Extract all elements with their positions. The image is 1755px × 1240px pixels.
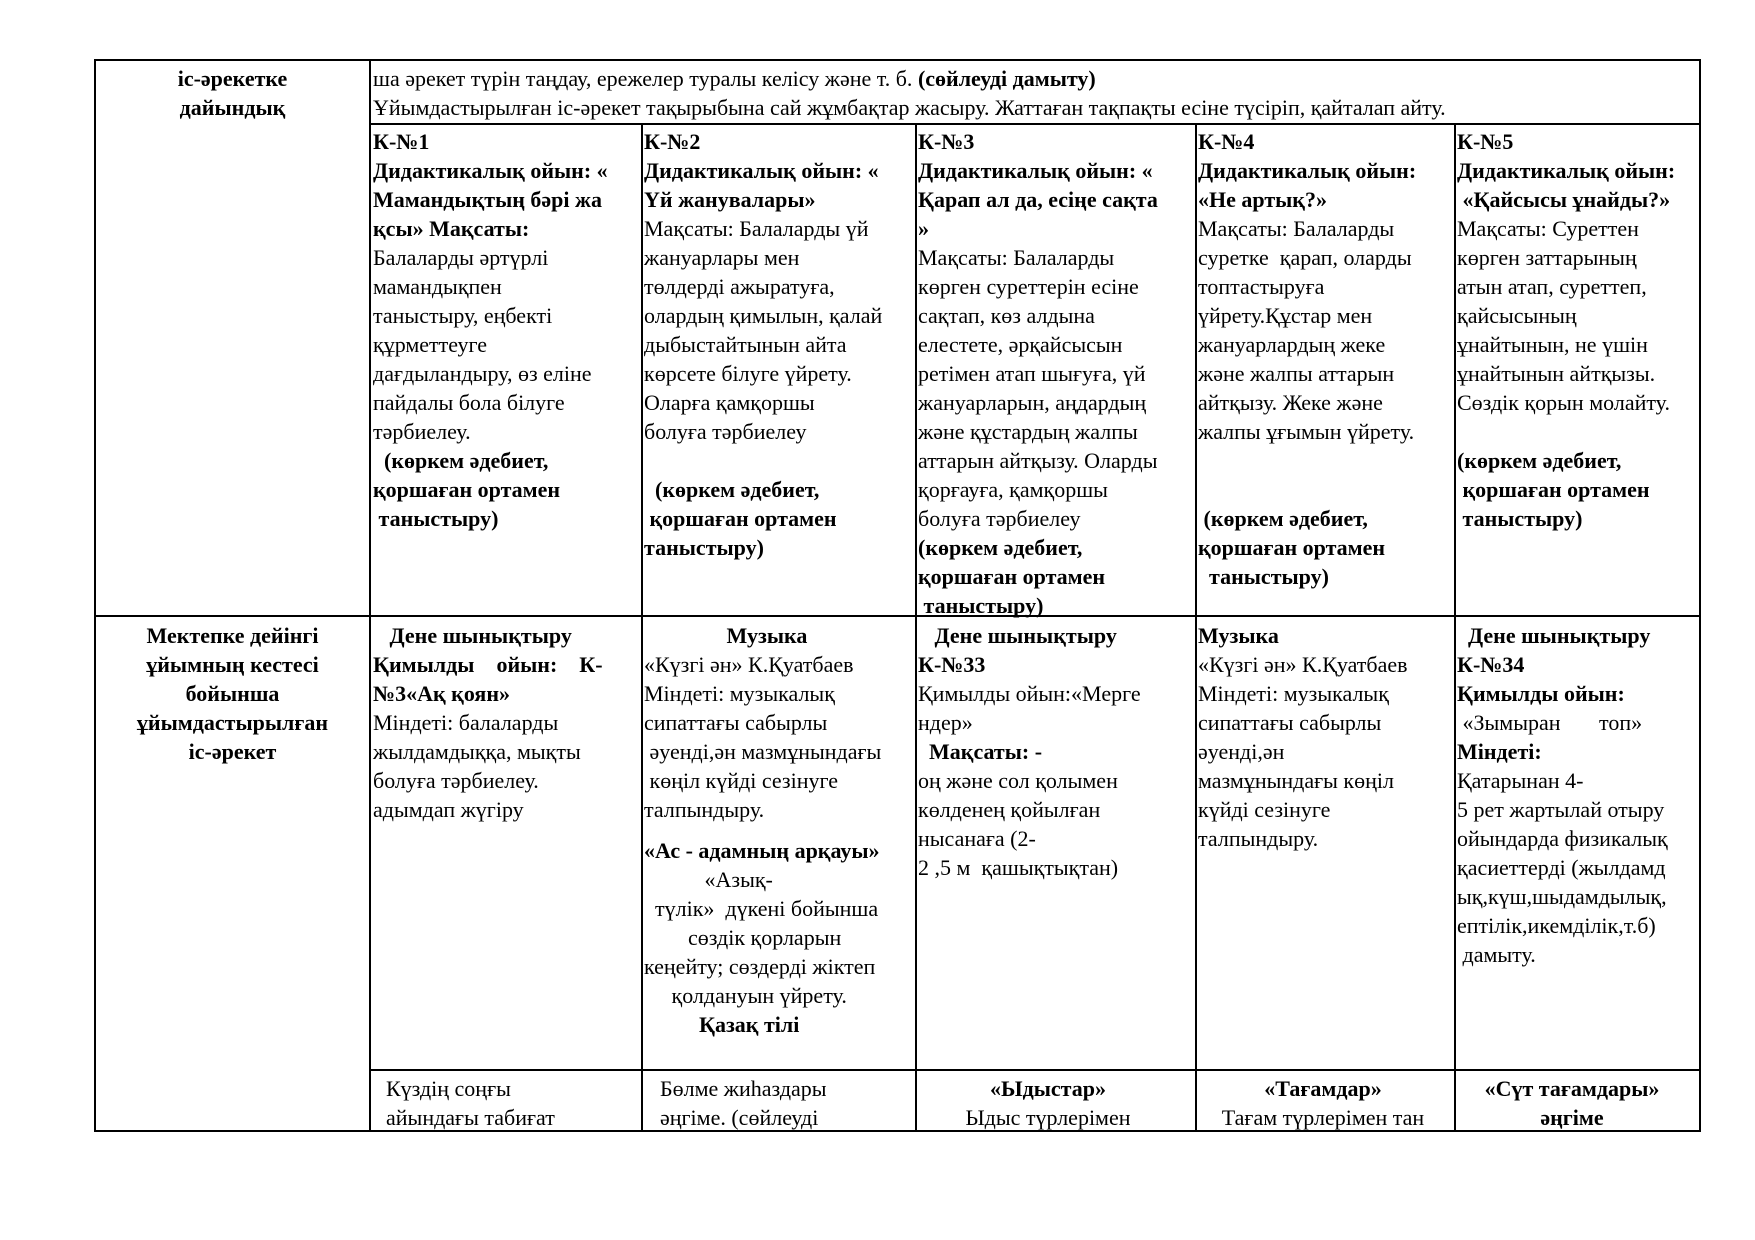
cell-text-line: жануарлардың жеке [1198, 332, 1386, 357]
cell-text-line: «Сүт тағамдары» [1484, 1076, 1660, 1101]
top-text-line-1 [373, 64, 1096, 93]
table-border-top [94, 59, 1701, 61]
cell-text-line: Дидактикалық ойын: [1457, 158, 1676, 183]
cell-text-line: қоршаған ортамен [1198, 535, 1386, 560]
row-label-line: іс-әрекетке [177, 66, 288, 91]
cell-text-line [644, 446, 882, 475]
prep-day-2-cell [644, 127, 882, 562]
cell-text-line: Музыка [644, 623, 808, 648]
cell-text-line: суретке қарап, оларды [1198, 245, 1412, 270]
cell-text-line: көрсете білуге үйрету. [644, 361, 852, 386]
cell-text-line: атын атап, суреттеп, [1457, 274, 1647, 299]
cell-text-line: К-№5 [1457, 129, 1514, 154]
cell-text-line: Дидактикалық ойын: [1198, 158, 1417, 183]
cell-text-line [1198, 475, 1416, 504]
cell-text-line: болуға тәрбиелеу [644, 419, 807, 444]
cell-text-line: К-№3 [918, 129, 975, 154]
cell-text-line: әуенді,ән [1198, 739, 1285, 764]
cell-text-line: және құстардың жалпы [918, 419, 1138, 444]
cell-text-line: түлік» дүкені бойынша [644, 896, 879, 921]
cell-text-line: адымдап жүгіру [373, 797, 524, 822]
cell-text-line: «Зымыран топ» [1457, 710, 1643, 735]
cell-text-line: дағдыландыру, өз еліне [373, 361, 592, 386]
day-divider-2 [915, 123, 917, 1132]
cell-text-line: сақтап, көз алдына [918, 303, 1095, 328]
cell-text-line: «Күзгі ән» К.Қуатбаев [644, 652, 854, 677]
cell-text-line: жалпы ұғымын үйрету. [1198, 419, 1415, 444]
cell-text-line: болуға тәрбиелеу. [373, 768, 539, 793]
cell-text-line: Күздің соңғы [386, 1076, 511, 1101]
cell-text-line: таныстыру) [644, 535, 764, 560]
day-divider-4 [1454, 123, 1456, 1132]
cell-text-line: Дене шынықтыру [373, 623, 572, 648]
cell-text-line: сипаттағы сабырлы [1198, 710, 1382, 735]
cell-text-line: және жалпы аттарын [1198, 361, 1395, 386]
row-label-line: ұйымдастырылған [136, 710, 329, 735]
cell-text-line: талпындыру. [1198, 826, 1319, 851]
prep-day-3-cell [918, 127, 1158, 620]
row-divider [94, 615, 1701, 617]
cell-text-line: ептілік,икемділік,т.б) [1457, 913, 1656, 938]
cell-text-line: таныстыру, еңбекті [373, 303, 553, 328]
cell-text-line: Дене шынықтыру [918, 623, 1117, 648]
table-border-right [1699, 59, 1701, 1131]
cell-text-line: таныстыру) [373, 506, 499, 531]
cell-text-line: қасиеттерді (жылдамд [1457, 855, 1666, 880]
cell-text-line [1198, 446, 1416, 475]
cell-text-line: ндер» [918, 710, 973, 735]
cell-text-line: қсы» Мақсаты: [373, 216, 530, 241]
cell-text-line: олардың қимылын, қалай [644, 303, 883, 328]
cell-text-line: тәрбиелеу. [373, 419, 471, 444]
day-divider-3 [1195, 123, 1197, 1132]
cell-text-line: үйрету.Құстар мен [1198, 303, 1373, 328]
cell-text-line: Сөздік қорын молайту. [1457, 390, 1670, 415]
cell-text-line: дыбыстайтынын айта [644, 332, 847, 357]
cell-text-line: аттарын айтқызу. Оларды [918, 448, 1158, 473]
table-border-left [94, 59, 96, 1132]
cell-text-line: оң және сол қолымен [918, 768, 1118, 793]
row-label-line: дайындық [179, 95, 286, 120]
cell-text-line: Тағам түрлерімен тан [1221, 1105, 1425, 1130]
cell-text-line: Мақсаты: Балаларды үй [644, 216, 869, 241]
cell-text-line: жануарларын, аңдардың [918, 390, 1147, 415]
label-column-bottom [94, 1130, 371, 1132]
cell-text-line: таныстыру) [1198, 564, 1329, 589]
cell-text-line: қолдануын үйрету. [644, 983, 847, 1008]
cell-text-line: Мамандықтың бәрі жа [373, 187, 602, 212]
cell-text-line: (көркем әдебиет, [644, 477, 820, 502]
cell-text-line: Міндеті: музыкалық [644, 681, 835, 706]
cell-text-line: сипаттағы сабырлы [644, 710, 828, 735]
cell-text-line: жануарлары мен [644, 245, 800, 270]
cell-text-line: Дидактикалық ойын: « [373, 158, 608, 183]
cell-text-line: ойындарда физикалық [1457, 826, 1668, 851]
cell-text-line: (көркем әдебиет, [1198, 506, 1368, 531]
cell-text-line: Қимылды ойын:«Мерге [918, 681, 1141, 706]
row-label-line: ұйымның кестесі [146, 652, 319, 677]
cell-text-line: пайдалы бола білуге [373, 390, 565, 415]
cell-text-line: К-№34 [1457, 652, 1525, 677]
cell-text-line: Міндеті: балаларды [373, 710, 559, 735]
cell-text-line: Қимылды ойын: [1457, 681, 1625, 706]
org-day-1-cell [373, 621, 603, 824]
cell-text-line: күйді сезінуге [1198, 797, 1331, 822]
cell-text-line: нысанаға (2- [918, 826, 1036, 851]
cell-text-line: Үй жанувалары» [644, 187, 816, 212]
cell-text-line: ұнайтынын айтқызы. [1457, 361, 1656, 386]
cell-text-line: қоршаған ортамен [644, 506, 837, 531]
cell-text-line: К-№33 [918, 652, 986, 677]
cell-text-line: (көркем әдебиет, [918, 535, 1083, 560]
cell-text-line: Ыдыс түрлерімен [965, 1105, 1131, 1130]
cell-text-line: дамыту. [1457, 942, 1536, 967]
cell-text-line: сөздік қорларын [644, 925, 842, 950]
cell-text-line: кеңейту; сөздерді жіктеп [644, 954, 876, 979]
cell-text-line: (көркем әдебиет, [373, 448, 549, 473]
cell-text-line: «Қайсысы ұнайды?» [1457, 187, 1671, 212]
cell-text-line: К-№2 [644, 129, 701, 154]
top-text-line-2 [373, 93, 1446, 122]
cell-text-line: айтқызу. Жеке және [1198, 390, 1383, 415]
cell-text-line: К-№4 [1198, 129, 1255, 154]
cell-text-line: Дидактикалық ойын: « [644, 158, 879, 183]
cell-text-line: талпындыру. [644, 797, 765, 822]
cell-text-line: ұнайтынын, не үшін [1457, 332, 1648, 357]
cell-text-line: көңіл күйді сезінуге [644, 768, 838, 793]
org-day-2-cell [644, 621, 881, 1039]
cell-text-line: құрметтеуге [373, 332, 487, 357]
cell-text-line: «Не артық?» [1198, 187, 1327, 212]
cell-text-line: көрген заттарының [1457, 245, 1637, 270]
cell-text-line: қоршаған ортамен [1457, 477, 1650, 502]
cell-text-line: Мақсаты: Балаларды [1198, 216, 1395, 241]
row-label-line: Мектепке дейінгі [146, 623, 319, 648]
cell-text-line: көрген суреттерін есіне [918, 274, 1139, 299]
cell-text-line: » [918, 216, 929, 241]
cell-text-line: №3«Ақ қоян» [373, 681, 511, 706]
cell-text-line: Мақсаты: Балаларды [918, 245, 1115, 270]
cell-text-line: Міндеті: музыкалық [1198, 681, 1389, 706]
cell-text-line: «Азық- [644, 867, 773, 892]
row-label-line: іс-әрекет [188, 739, 277, 764]
cell-text-line: төлдерді ажыратуға, [644, 274, 835, 299]
cell-text-line: «Ас - адамның арқауы» [644, 838, 880, 863]
org-day-3-cell [918, 621, 1141, 882]
prep-day-1-cell [373, 127, 608, 533]
cell-text-line: мазмұнындағы көңіл [1198, 768, 1394, 793]
row-label-organized-activity [96, 621, 369, 766]
cell-text-line: мамандықпен [373, 274, 502, 299]
bottom-day-5-cell [1457, 1074, 1687, 1132]
cell-text-line: әңгіме [1540, 1105, 1604, 1130]
cell-text-line: Міндеті: [1457, 739, 1542, 764]
row-label-line: бойынша [185, 681, 280, 706]
prep-day-4-cell [1198, 127, 1416, 591]
cell-text-line: әңгіме. (сөйлеуді [660, 1105, 819, 1130]
bottom-strip-divider [370, 1069, 1701, 1071]
cell-text-line: болуға тәрбиелеу [918, 506, 1081, 531]
cell-text-line: елестете, әрқайсысын [918, 332, 1123, 357]
cell-text-line: «Тағамдар» [1264, 1076, 1382, 1101]
cell-text-line: «Күзгі ән» К.Қуатбаев [1198, 652, 1408, 677]
bottom-day-3-cell [918, 1074, 1178, 1132]
cell-text-line: ық,күш,шыдамдылық, [1457, 884, 1667, 909]
top-text-line-1-text: ша әрекет түрін таңдау, ережелер туралы келісу және т. б. [373, 66, 918, 91]
cell-text-line: қоршаған ортамен [918, 564, 1106, 589]
cell-text-line: Музыка [1198, 623, 1279, 648]
top-text-divider [370, 123, 1701, 125]
cell-text-line: «Ыдыстар» [990, 1076, 1106, 1101]
cell-text-line: Бөлме жиһаздары [660, 1076, 827, 1101]
cell-text-line: Мақсаты: Суреттен [1457, 216, 1639, 241]
cell-text-line: К-№1 [373, 129, 430, 154]
cell-text-line: таныстыру) [1457, 506, 1583, 531]
cell-text-line: әуенді,ән мазмұнындағы [644, 739, 882, 764]
top-text-line-1-bold: (сөйлеуді дамыту) [917, 66, 1096, 91]
cell-text-line [1457, 417, 1675, 446]
cell-text-line: Дене шынықтыру [1457, 623, 1651, 648]
org-day-4-cell [1198, 621, 1408, 853]
row-label-preparation [96, 64, 369, 122]
label-column-divider [369, 59, 371, 1132]
org-day-5-cell [1457, 621, 1668, 969]
cell-text-line: Оларға қамқоршы [644, 390, 815, 415]
cell-text-line: Дидактикалық ойын: « [918, 158, 1153, 183]
day-divider-1 [641, 123, 643, 1132]
cell-text-line: (көркем әдебиет, [1457, 448, 1622, 473]
cell-text-line: қайсысының [1457, 303, 1577, 328]
cell-text-line: қорғауға, қамқоршы [918, 477, 1108, 502]
cell-text-line: жылдамдыққа, мықты [373, 739, 581, 764]
bottom-day-2-cell [660, 1074, 827, 1132]
cell-text-line: ретімен атап шығуға, үй [918, 361, 1146, 386]
cell-text-line: Балаларды әртүрлі [373, 245, 549, 270]
prep-day-5-cell [1457, 127, 1675, 533]
cell-text-line: топтастыруға [1198, 274, 1325, 299]
bottom-day-4-cell [1198, 1074, 1448, 1132]
cell-text-line: Қазақ тілі [644, 1012, 800, 1037]
cell-text-line: қоршаған ортамен [373, 477, 561, 502]
top-text-line-2-text: Ұйымдастырылған іс-әрекет тақырыбына сай жұмбақтар жасыру. Жаттаған тақпақты есіне түсіріп, қайталап айту. [373, 95, 1446, 120]
cell-text-line: көлденең қойылған [918, 797, 1101, 822]
bottom-day-1-cell [386, 1074, 555, 1132]
cell-text-line: таныстыру) [918, 593, 1044, 618]
cell-text-line: Қарап ал да, есіңе сақта [918, 187, 1158, 212]
cell-text-line: 2 ,5 м қашықтықтан) [918, 855, 1119, 880]
cell-text-line: Мақсаты: - [918, 739, 1043, 764]
cell-text-line: айындағы табиғат [386, 1105, 555, 1130]
cell-text-line: Қимылды ойын: К- [373, 652, 603, 677]
cell-text-line: 5 рет жартылай отыру [1457, 797, 1665, 822]
cell-text-line: Қатарынан 4- [1457, 768, 1584, 793]
